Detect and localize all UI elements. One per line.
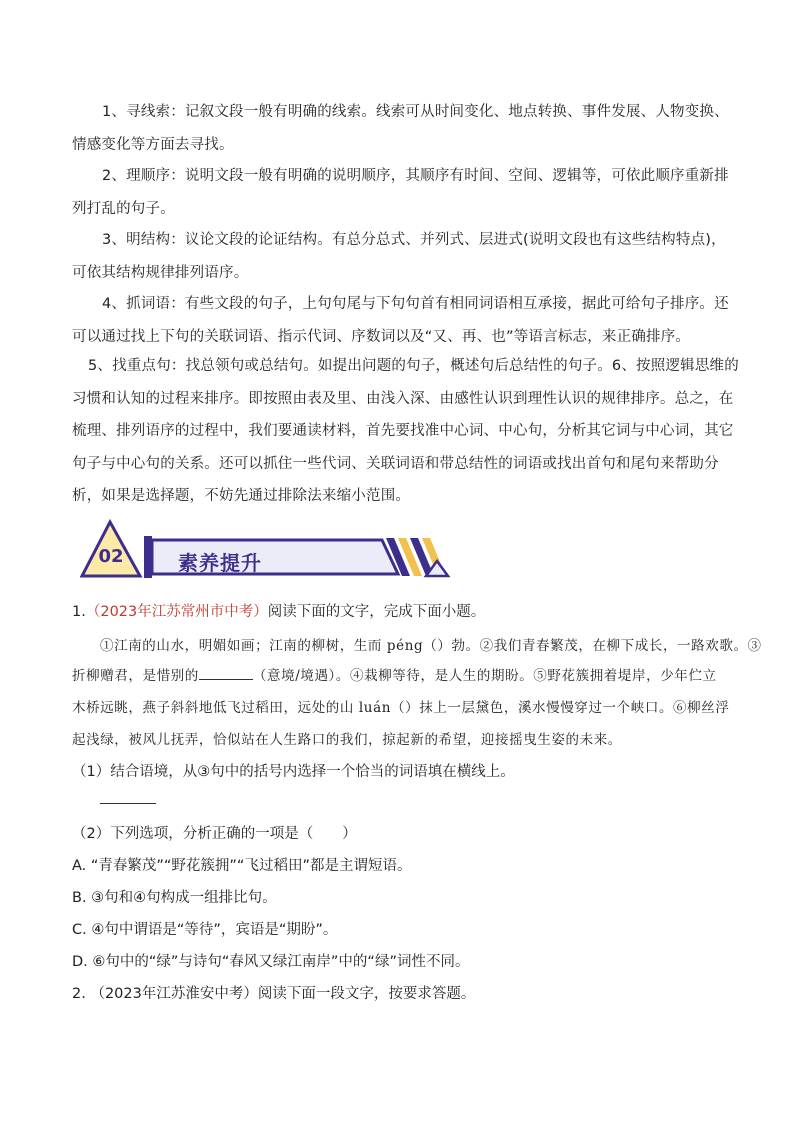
- sub-question-1-answer-line[interactable]: [100, 803, 156, 804]
- method-1-paragraph: 1、寻线索：记叙文段一般有明确的线索。线索可从时间变化、地点转换、事件发展、人物变换、情感变化等方面去寻找。: [72, 104, 729, 153]
- question-1-number: 1.: [72, 604, 86, 620]
- option-d[interactable]: D. ⑥句中的“绿”与诗句“春风又绿江南岸”中的“绿”词性不同。: [72, 954, 470, 970]
- method-5-paragraph: 5、找重点句：找总领句或总结句。如提出问题的句子，概述句后总结性的句子。6、按照逻辑思维的习惯和认知的过程来排序。即按照由表及里、由浅入深、由感性认识到理性认识的规律排序。总之，在梳理、排列语序的过程中，我们要通读材料，首先要找准中心词、中心句，分析其它词与中心词，其它句子与中心句的关系。还可以抓住一些代词、关联词语和带总结性的词语或找出首句和尾句来帮助分析，如果是选择题，不妨先通过排除法来缩小范围。: [72, 358, 739, 504]
- method-4-paragraph: 4、抓词语：有些文段的句子，上句句尾与下句句首有相同词语相互承接，据此可给句子排序。还可以通过找上下句的关联词语、指示代词、序数词以及“又、再、也”等语言标志，来正确排序。: [72, 296, 729, 345]
- sub-question-1: （1）结合语境，从③句中的括号内选择一个恰当的词语填在横线上。: [72, 764, 515, 780]
- section-number: 02: [98, 546, 124, 567]
- passage-line-3: 木桥远眺，燕子斜斜地低飞过稻田，远处的山 luán（）抹上一层黛色，溪水慢慢穿过一个峡口。⑥柳丝浮: [72, 700, 730, 716]
- title-bar-edge: [144, 536, 152, 578]
- option-a[interactable]: A. “青春繁茂”“野花簇拥”“飞过稻田”都是主谓短语。: [72, 858, 412, 874]
- passage-line-1: ①江南的山水，明媚如画；江南的柳树，生而 péng（）勃。②我们青春繁茂，在柳下成长，一路欢歌。③: [100, 638, 762, 654]
- method-3-paragraph: 3、明结构：议论文段的论证结构。有总分总式、并列式、层进式(说明文段也有这些结构特点)，可依其结构规律排列语序。: [72, 232, 726, 281]
- section-banner-graphic: [80, 518, 460, 582]
- question-1-header: [72, 600, 485, 621]
- section-banner: [80, 518, 460, 582]
- passage-line-4: 起浅绿，被风儿抚弄，恰似站在人生路口的我们，掠起新的希望，迎接摇曳生姿的未来。: [72, 732, 622, 748]
- question-1-source: （2023年江苏常州市中考）: [85, 604, 268, 620]
- method-2-paragraph: 2、理顺序：说明文段一般有明确的说明顺序，其顺序有时间、空间、逻辑等，可依此顺序重新排列打乱的句子。: [72, 168, 729, 217]
- passage-line-2-end: （意境/境遇）。④栽柳等待，是人生的期盼。⑤野花簇拥着堤岸，少年伫立: [252, 668, 717, 684]
- passage-line-2: [72, 664, 717, 684]
- sub-question-2: （2）下列选项，分析正确的一项是（ ）: [72, 826, 357, 842]
- answer-blank[interactable]: [199, 667, 253, 680]
- question-1-prompt: 阅读下面的文字，完成下面小题。: [267, 604, 486, 620]
- passage-line-2-start: 折柳赠君，是惜别的: [72, 668, 199, 684]
- section-title: 素养提升: [178, 551, 262, 575]
- option-b[interactable]: B. ③句和④句构成一组排比句。: [72, 890, 277, 906]
- question-2-header: 2. （2023年江苏淮安中考）阅读下面一段文字，按要求答题。: [72, 986, 476, 1002]
- option-c[interactable]: C. ④句中谓语是“等待”，宾语是“期盼”。: [72, 922, 338, 938]
